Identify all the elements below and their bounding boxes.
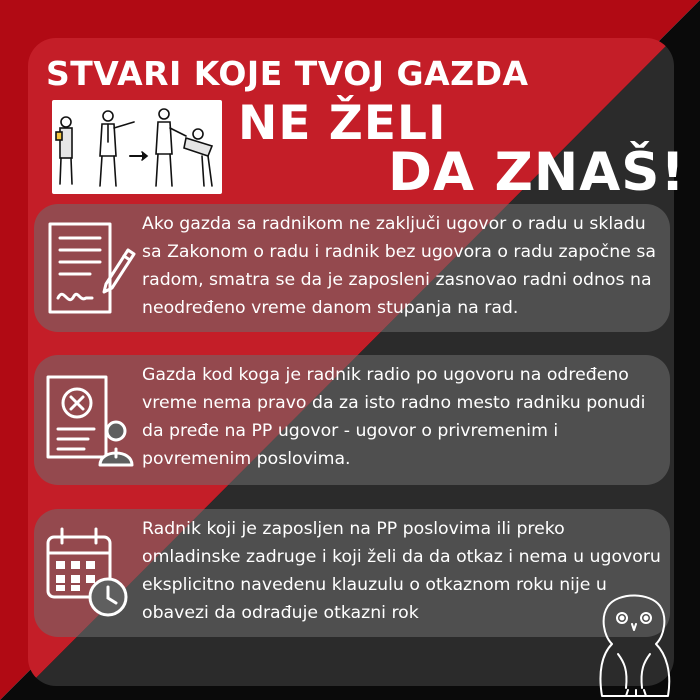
info-panel-notice-period <box>34 509 670 637</box>
contract-signing-icon <box>44 218 136 318</box>
info-panel-contract <box>34 204 670 332</box>
info-text-pp-contract: Gazda kod koga je radnik radio po ugovoru na određeno vreme nema pravo da za isto radno mesto radniku ponudi da pređe na PP ugovor - ugovor o privremenim i povremenim poslovima. <box>142 365 646 469</box>
headline-line-2: NE ŽELI <box>238 96 447 151</box>
headline-line-1: STVARI KOJE TVOJ GAZDA <box>46 54 529 93</box>
info-panel-pp-contract <box>34 355 670 485</box>
owl-icon <box>588 592 680 698</box>
boss-firing-worker-icon <box>52 100 222 194</box>
calendar-clock-icon <box>44 523 136 623</box>
rejected-document-worker-icon <box>44 369 136 469</box>
info-text-notice-period: Radnik koji je zaposljen na PP poslovima ili preko omladinske zadruge i koji želi da da otkaz i nema u ugovoru eksplicitno navedenu klauzulu o otkaznom roku nije u obavezi da odrađuje otkazni rok <box>142 519 661 623</box>
headline-line-3: DA ZNAŠ! <box>388 142 686 203</box>
info-text-contract: Ako gazda sa radnikom ne zaključi ugovor o radu u skladu sa Zakonom o radu i radnik bez ugovora o radu započne sa radom, smatra se da je zaposleni zasnovao radni odnos na neodređeno vreme danom stupanja na rad. <box>142 214 656 318</box>
